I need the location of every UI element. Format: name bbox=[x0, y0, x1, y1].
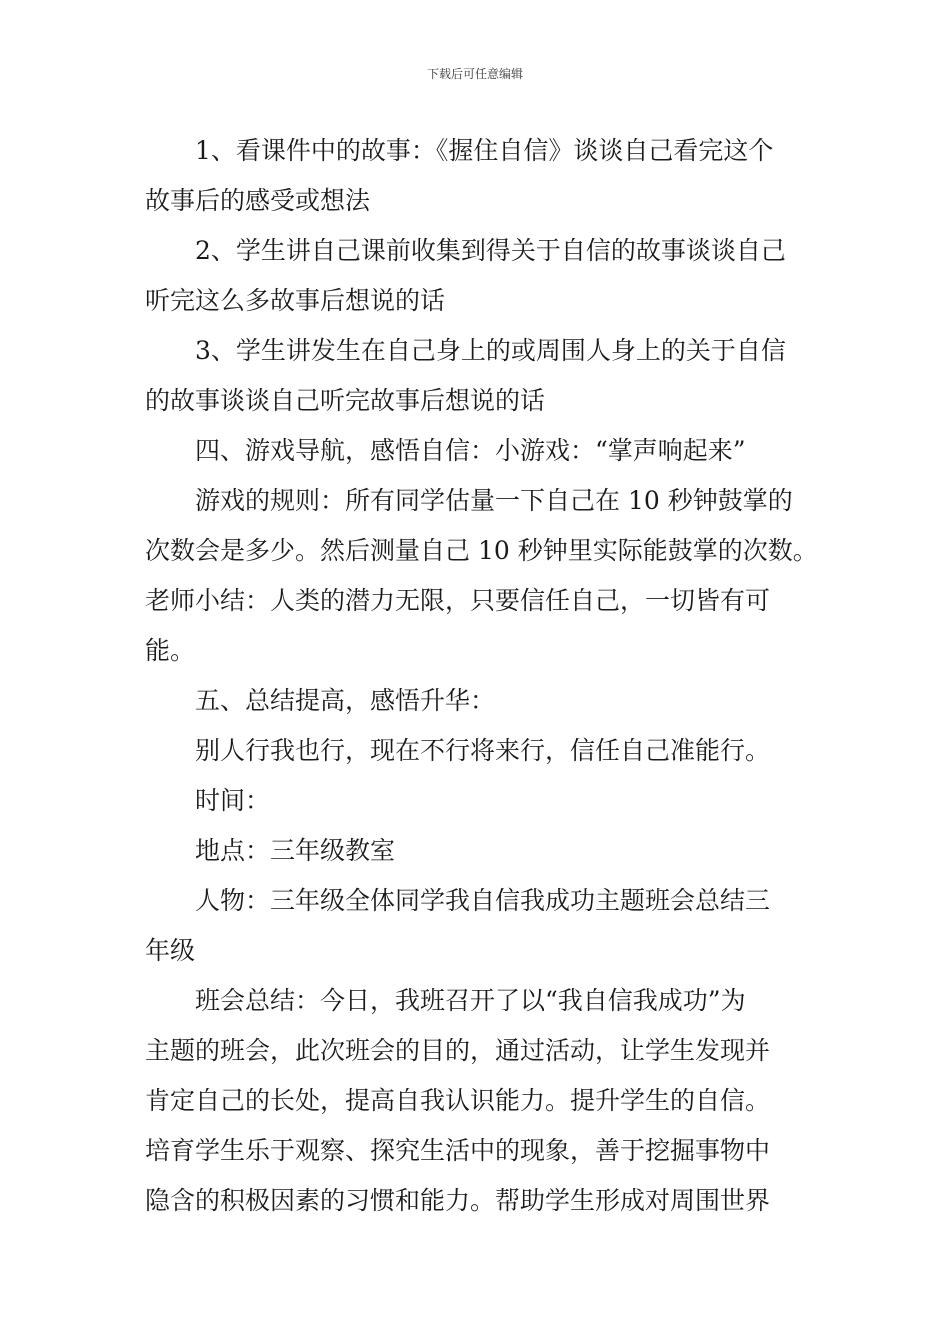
document-body bbox=[145, 126, 818, 1226]
text-line: 能。 bbox=[145, 636, 196, 665]
text-line: 听完这么多故事后想说的话 bbox=[145, 286, 446, 315]
text-line: 班会总结：今日，我班召开了以“我自信我成功”为 bbox=[195, 986, 746, 1015]
text-line: 老师小结：人类的潜力无限，只要信任自己，一切皆有可 bbox=[145, 586, 771, 615]
text-line: 主题的班会，此次班会的目的，通过活动，让学生发现并 bbox=[145, 1036, 771, 1065]
text-line: 3、学生讲发生在自己身上的或周围人身上的关于自信 bbox=[195, 336, 786, 365]
text-line: 四、游戏导航，感悟自信：小游戏：“掌声响起来” bbox=[195, 436, 746, 465]
text-line: 故事后的感受或想法 bbox=[145, 186, 371, 215]
text-line: 人物：三年级全体同学我自信我成功主题班会总结三 bbox=[195, 886, 771, 915]
text-line: 五、总结提高，感悟升华： bbox=[195, 686, 496, 715]
text-line: 年级 bbox=[145, 936, 196, 965]
text-line: 的故事谈谈自己听完故事后想说的话 bbox=[145, 386, 546, 415]
text-line: 隐含的积极因素的习惯和能力。帮助学生形成对周围世界 bbox=[145, 1186, 771, 1215]
text-line: 2、学生讲自己课前收集到得关于自信的故事谈谈自己 bbox=[195, 236, 786, 265]
text-line: 别人行我也行，现在不行将来行，信任自己准能行。 bbox=[195, 736, 771, 765]
text-line: 次数会是多少。然后测量自己 10 秒钟里实际能鼓掌的次数。 bbox=[145, 536, 818, 565]
text-line: 时间： bbox=[195, 786, 271, 815]
text-line: 游戏的规则：所有同学估量一下自己在 10 秒钟鼓掌的 bbox=[195, 486, 793, 515]
text-line: 肯定自己的长处，提高自我认识能力。提升学生的自信。 bbox=[145, 1086, 771, 1115]
text-line: 培育学生乐于观察、探究生活中的现象，善于挖掘事物中 bbox=[145, 1136, 771, 1165]
text-line: 地点：三年级教室 bbox=[195, 836, 396, 865]
page-header: 下载后可任意编辑 bbox=[426, 67, 523, 81]
text-line: 1、看课件中的故事：《握住自信》谈谈自己看完这个 bbox=[195, 136, 774, 165]
